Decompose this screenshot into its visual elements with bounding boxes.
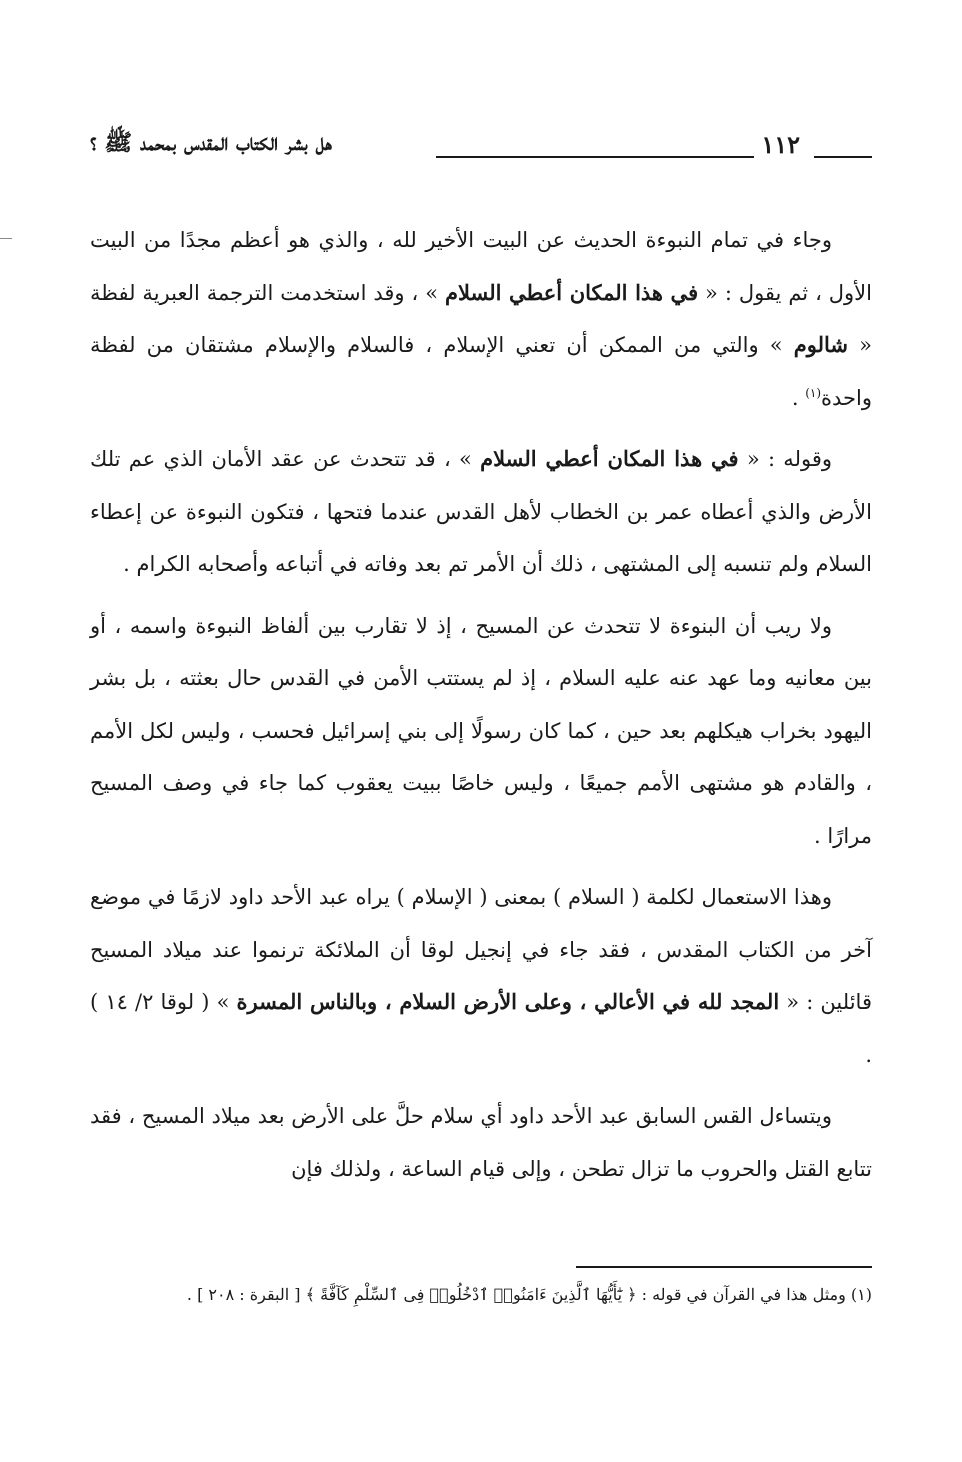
bold-quote: المجد لله في الأعالي ، وعلى الأرض السلام ، وبالناس المسرة	[236, 989, 780, 1014]
page-header	[90, 118, 872, 168]
running-title: هل بشر الكتاب المقدس بمحمد ﷺ ؟	[90, 129, 332, 156]
header-rule-right	[814, 156, 872, 158]
bold-term: شالوم	[793, 332, 848, 357]
paragraph-3	[90, 600, 872, 863]
paragraph-2	[90, 433, 872, 591]
footnote: (١) ومثل هذا في القرآن في قوله : ﴿ يَٰٓأَيُّهَا ٱلَّذِينَ ءَامَنُوا۟ ٱدْخُلُوا۟ فِى ٱلسِّلْمِ كَآفَّةً ﴾ [ البقرة : ٢٠٨ ] .	[186, 1285, 872, 1304]
text-run: » والتي من الممكن أن تعني الإسلام ، فالسلام والإسلام مشتقان من لفظة واحدة	[90, 333, 872, 410]
paragraph-5	[90, 1090, 872, 1195]
header-rule-middle	[436, 156, 754, 158]
text-run: » ، وقد استخدمت الترجمة العبرية لفظة «	[90, 280, 872, 357]
bold-quote: في هذا المكان أعطي السلام	[444, 279, 699, 305]
text-run: .	[791, 385, 806, 410]
paragraph-1	[90, 214, 872, 424]
text-run: ولا ريب أن البنوءة لا تتحدث عن المسيح ، إذ لا تقارب بين ألفاظ النبوءة واسمه ، أو بين معانيه وما عهد عنه عليه السلام ، إذ لم يستتب الأمن في القدس حال بعثته ، بل بشر اليهود بخراب هيكلهم بعد حين ، كما كان رسولًا إلى بني إسرائيل فحسب ، وليس لكل الأمم ، والقادم هو مشتهى الأمم جميعًا ، وليس خاصًا ببيت يعقوب كما جاء في وصف المسيح مرارًا .	[90, 613, 872, 848]
main-text	[90, 214, 872, 1204]
page-number: ١١٢	[761, 130, 800, 159]
footnote-marker: (١)	[805, 385, 822, 400]
text-run: » ، قد تتحدث عن عقد الأمان الذي عم تلك الأرض والذي أعطاه عمر بن الخطاب لأهل القدس عندما فتحها ، فتكون النبوءة عن إعطاء السلام ولم تنسبه إلى المشتهى ، ذلك أن الأمر تم بعد وفاته في أتباعه وأصحابه الكرام .	[90, 447, 872, 576]
paragraph-4	[90, 871, 872, 1081]
text-run: » ( لوقا ٢/ ١٤ ) .	[90, 990, 872, 1067]
text-run: ويتساءل القس السابق عبد الأحد داود أي سلام حلَّ على الأرض بعد ميلاد المسيح ، فقد تتابع القتل والحروب ما تزال تطحن ، وإلى قيام الساعة ، ولذلك فإن	[90, 1104, 872, 1181]
bold-quote: في هذا المكان أعطي السلام	[480, 446, 739, 471]
page-edge-mark	[0, 238, 12, 239]
text-run: وهذا الاستعمال لكلمة ( السلام ) بمعنى ( الإسلام ) يراه عبد الأحد داود لازمًا في موضع آخر من الكتاب المقدس ، فقد جاء في إنجيل لوقا أن الملائكة ترنموا عند ميلاد المسيح قائلين : «	[90, 885, 872, 1014]
footnote-separator	[576, 1266, 872, 1268]
text-run: وقوله : «	[738, 447, 832, 471]
text-run: وجاء في تمام النبوءة الحديث عن البيت الأخير لله ، والذي هو أعظم مجدًا من البيت الأول ، ثم يقول : «	[90, 228, 872, 305]
